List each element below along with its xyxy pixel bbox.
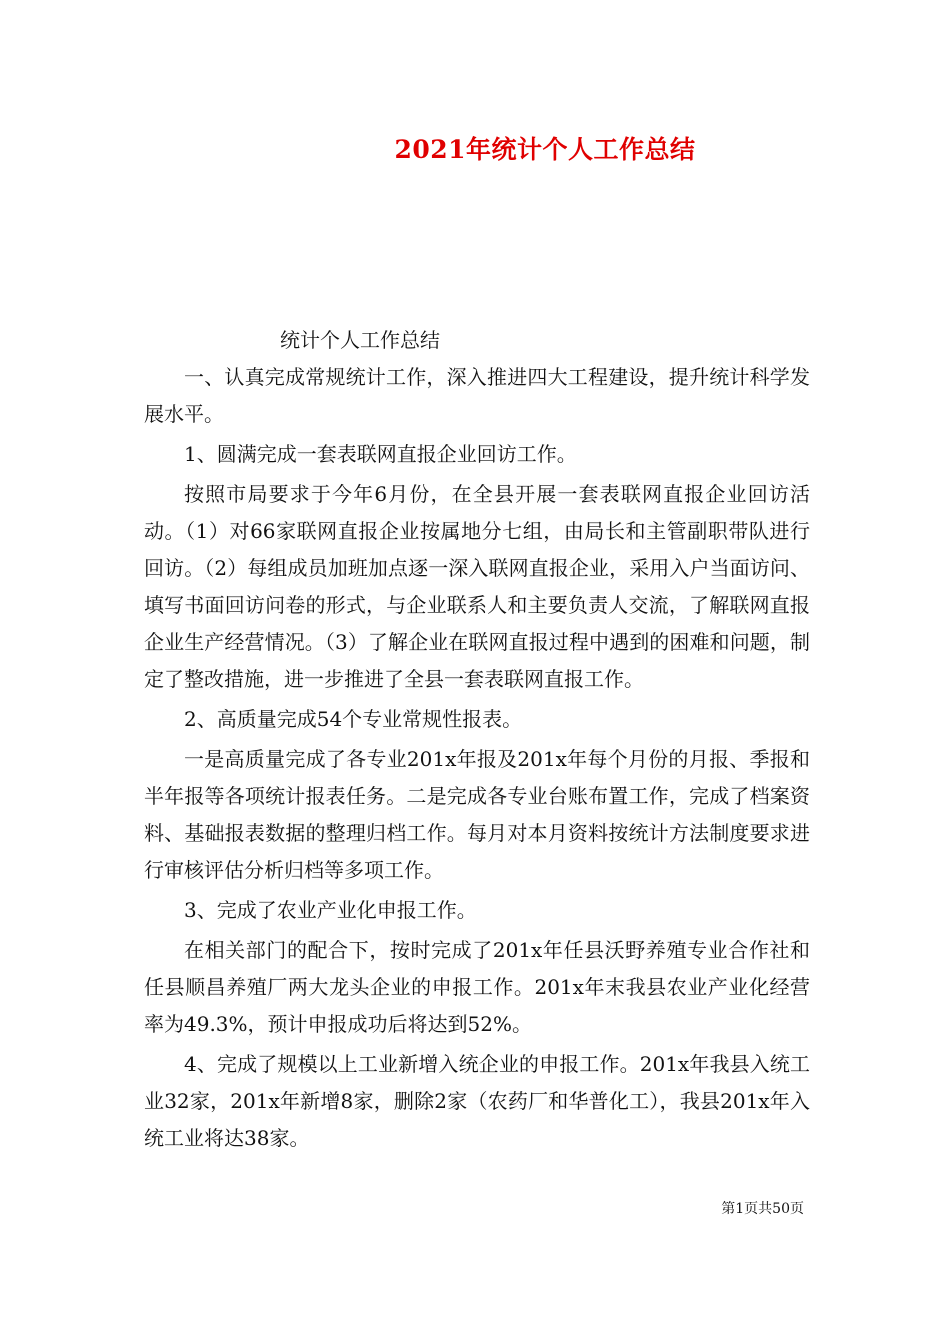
document-title: 2021年统计个人工作总结 — [394, 135, 696, 164]
paragraph-item-1-heading: 1、圆满完成一套表联网直报企业回访工作。 — [184, 442, 577, 466]
document-subtitle: 统计个人工作总结 — [280, 328, 440, 352]
document-body — [144, 322, 810, 1157]
page-number: 第1页共50页 — [721, 1201, 804, 1217]
paragraph-item-3-body: 在相关部门的配合下，按时完成了201x年任县沃野养殖专业合作社和任县顺昌养殖厂两大龙头企业的申报工作。201x年末我县农业产业化经营率为49.3%，预计申报成功后将达到52%。 — [144, 938, 810, 1036]
paragraph-item-3-heading: 3、完成了农业产业化申报工作。 — [184, 898, 477, 922]
paragraph-item-1-body: 按照市局要求于今年6月份，在全县开展一套表联网直报企业回访活动。（1）对66家联网直报企业按属地分七组，由局长和主管副职带队进行回访。（2）每组成员加班加点逐一深入联网直报企业，采用入户当面访问、填写书面回访问卷的形式，与企业联系人和主要负责人交流，了解联网直报企业生产经营情况。（3）了解企业在联网直报过程中遇到的困难和问题，制定了整改措施，进一步推进了全县一套表联网直报工作。 — [144, 482, 810, 691]
paragraph-item-4: 4、完成了规模以上工业新增入统企业的申报工作。201x年我县入统工业32家，201x年新增8家，删除2家（农药厂和华普化工），我县201x年入统工业将达38家。 — [144, 1052, 810, 1150]
paragraph-section-one: 一、认真完成常规统计工作，深入推进四大工程建设，提升统计科学发展水平。 — [144, 365, 810, 426]
paragraph-item-2-heading: 2、高质量完成54个专业常规性报表。 — [184, 707, 523, 731]
paragraph-item-2-body: 一是高质量完成了各专业201x年报及201x年每个月份的月报、季报和半年报等各项统计报表任务。二是完成各专业台账布置工作，完成了档案资料、基础报表数据的整理归档工作。每月对本月资料按统计方法制度要求进行审核评估分析归档等多项工作。 — [144, 747, 810, 882]
